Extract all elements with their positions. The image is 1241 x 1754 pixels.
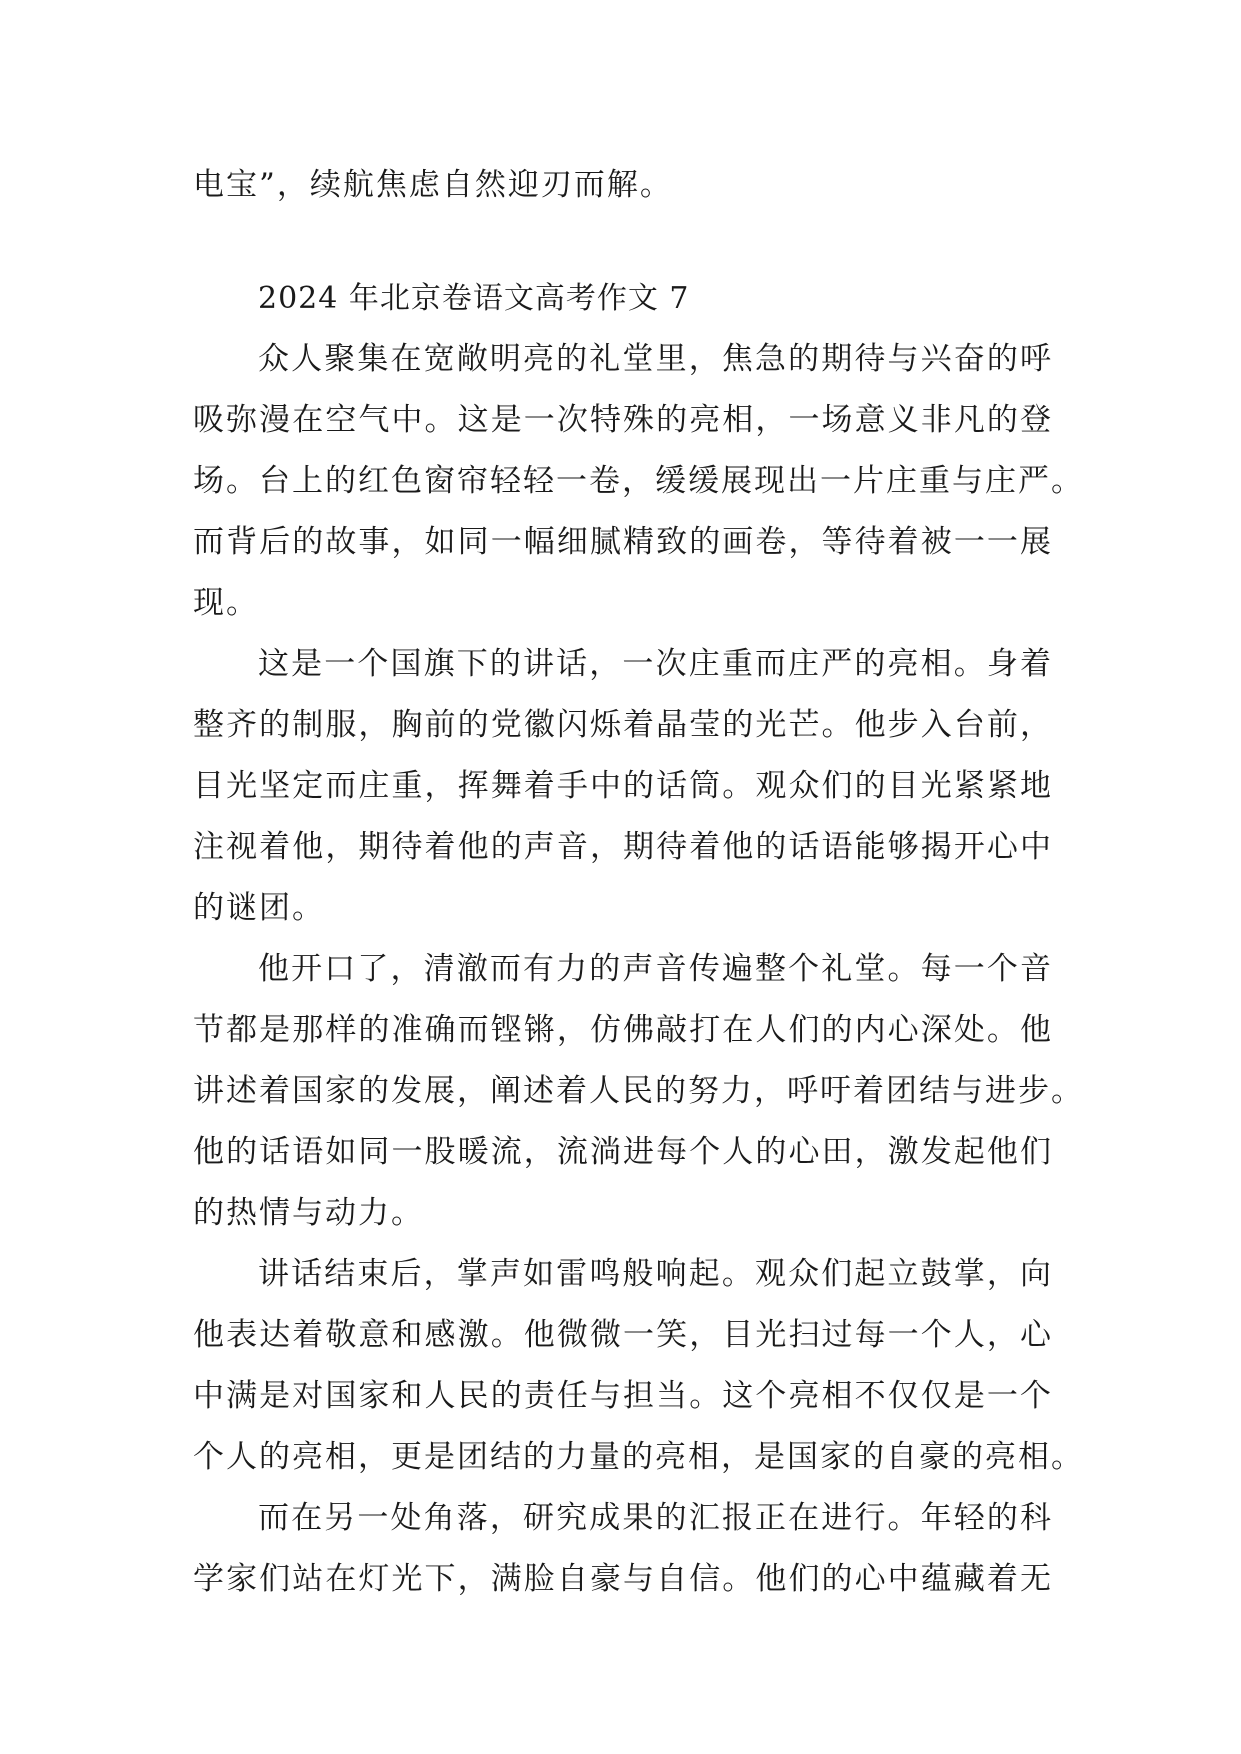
carryover-paragraph xyxy=(193,155,1053,216)
paragraph-line: 注视着他，期待着他的声音，期待着他的话语能够揭开心中 xyxy=(193,829,1053,865)
paragraph-line: 他的话语如同一股暖流，流淌进每个人的心田，激发起他们 xyxy=(193,1134,1053,1170)
paragraph-line: 他表达着敬意和感激。他微微一笑，目光扫过每一个人，心 xyxy=(193,1317,1053,1353)
paragraph-line: 而在另一处角落，研究成果的汇报正在进行。年轻的科 xyxy=(258,1500,1053,1536)
section-title: 2024 年北京卷语文高考作文 7 xyxy=(258,281,690,316)
section-gap xyxy=(193,216,1053,268)
paragraph-line: 讲述着国家的发展，阐述着人民的努力，呼吁着团结与进步。 xyxy=(193,1073,1084,1109)
paragraph-line: 电宝”，续航焦虑自然迎刃而解。 xyxy=(193,167,673,203)
paragraph-line: 众人聚集在宽敞明亮的礼堂里，焦急的期待与兴奋的呼 xyxy=(258,341,1053,377)
paragraph-line: 目光坚定而庄重，挥舞着手中的话筒。观众们的目光紧紧地 xyxy=(193,768,1053,804)
paragraph-5 xyxy=(193,1488,1053,1610)
document-body xyxy=(193,155,1084,1610)
paragraph-4 xyxy=(193,1244,1084,1488)
paragraph-line: 节都是那样的准确而铿锵，仿佛敲打在人们的内心深处。他 xyxy=(193,1012,1053,1048)
paragraph-line: 的热情与动力。 xyxy=(193,1195,424,1231)
paragraph-line: 个人的亮相，更是团结的力量的亮相，是国家的自豪的亮相。 xyxy=(193,1439,1084,1475)
paragraph-line: 现。 xyxy=(193,585,259,621)
paragraph-line: 吸弥漫在空气中。这是一次特殊的亮相，一场意义非凡的登 xyxy=(193,402,1053,438)
paragraph-2 xyxy=(193,634,1053,939)
paragraph-line: 这是一个国旗下的讲话，一次庄重而庄严的亮相。身着 xyxy=(258,646,1053,682)
paragraph-line: 中满是对国家和人民的责任与担当。这个亮相不仅仅是一个 xyxy=(193,1378,1053,1414)
paragraph-line: 讲话结束后，掌声如雷鸣般响起。观众们起立鼓掌，向 xyxy=(258,1256,1053,1292)
paragraph-line: 他开口了，清澈而有力的声音传遍整个礼堂。每一个音 xyxy=(258,951,1053,987)
paragraph-line: 整齐的制服，胸前的党徽闪烁着晶莹的光芒。他步入台前， xyxy=(193,707,1053,743)
paragraph-line: 而背后的故事，如同一幅细腻精致的画卷，等待着被一一展 xyxy=(193,524,1053,560)
paragraph-1 xyxy=(193,329,1084,634)
paragraph-line: 学家们站在灯光下，满脸自豪与自信。他们的心中蕴藏着无 xyxy=(193,1561,1053,1597)
paragraph-line: 场。台上的红色窗帘轻轻一卷，缓缓展现出一片庄重与庄严。 xyxy=(193,463,1084,499)
paragraph-3 xyxy=(193,939,1084,1244)
paragraph-line: 的谜团。 xyxy=(193,890,325,926)
